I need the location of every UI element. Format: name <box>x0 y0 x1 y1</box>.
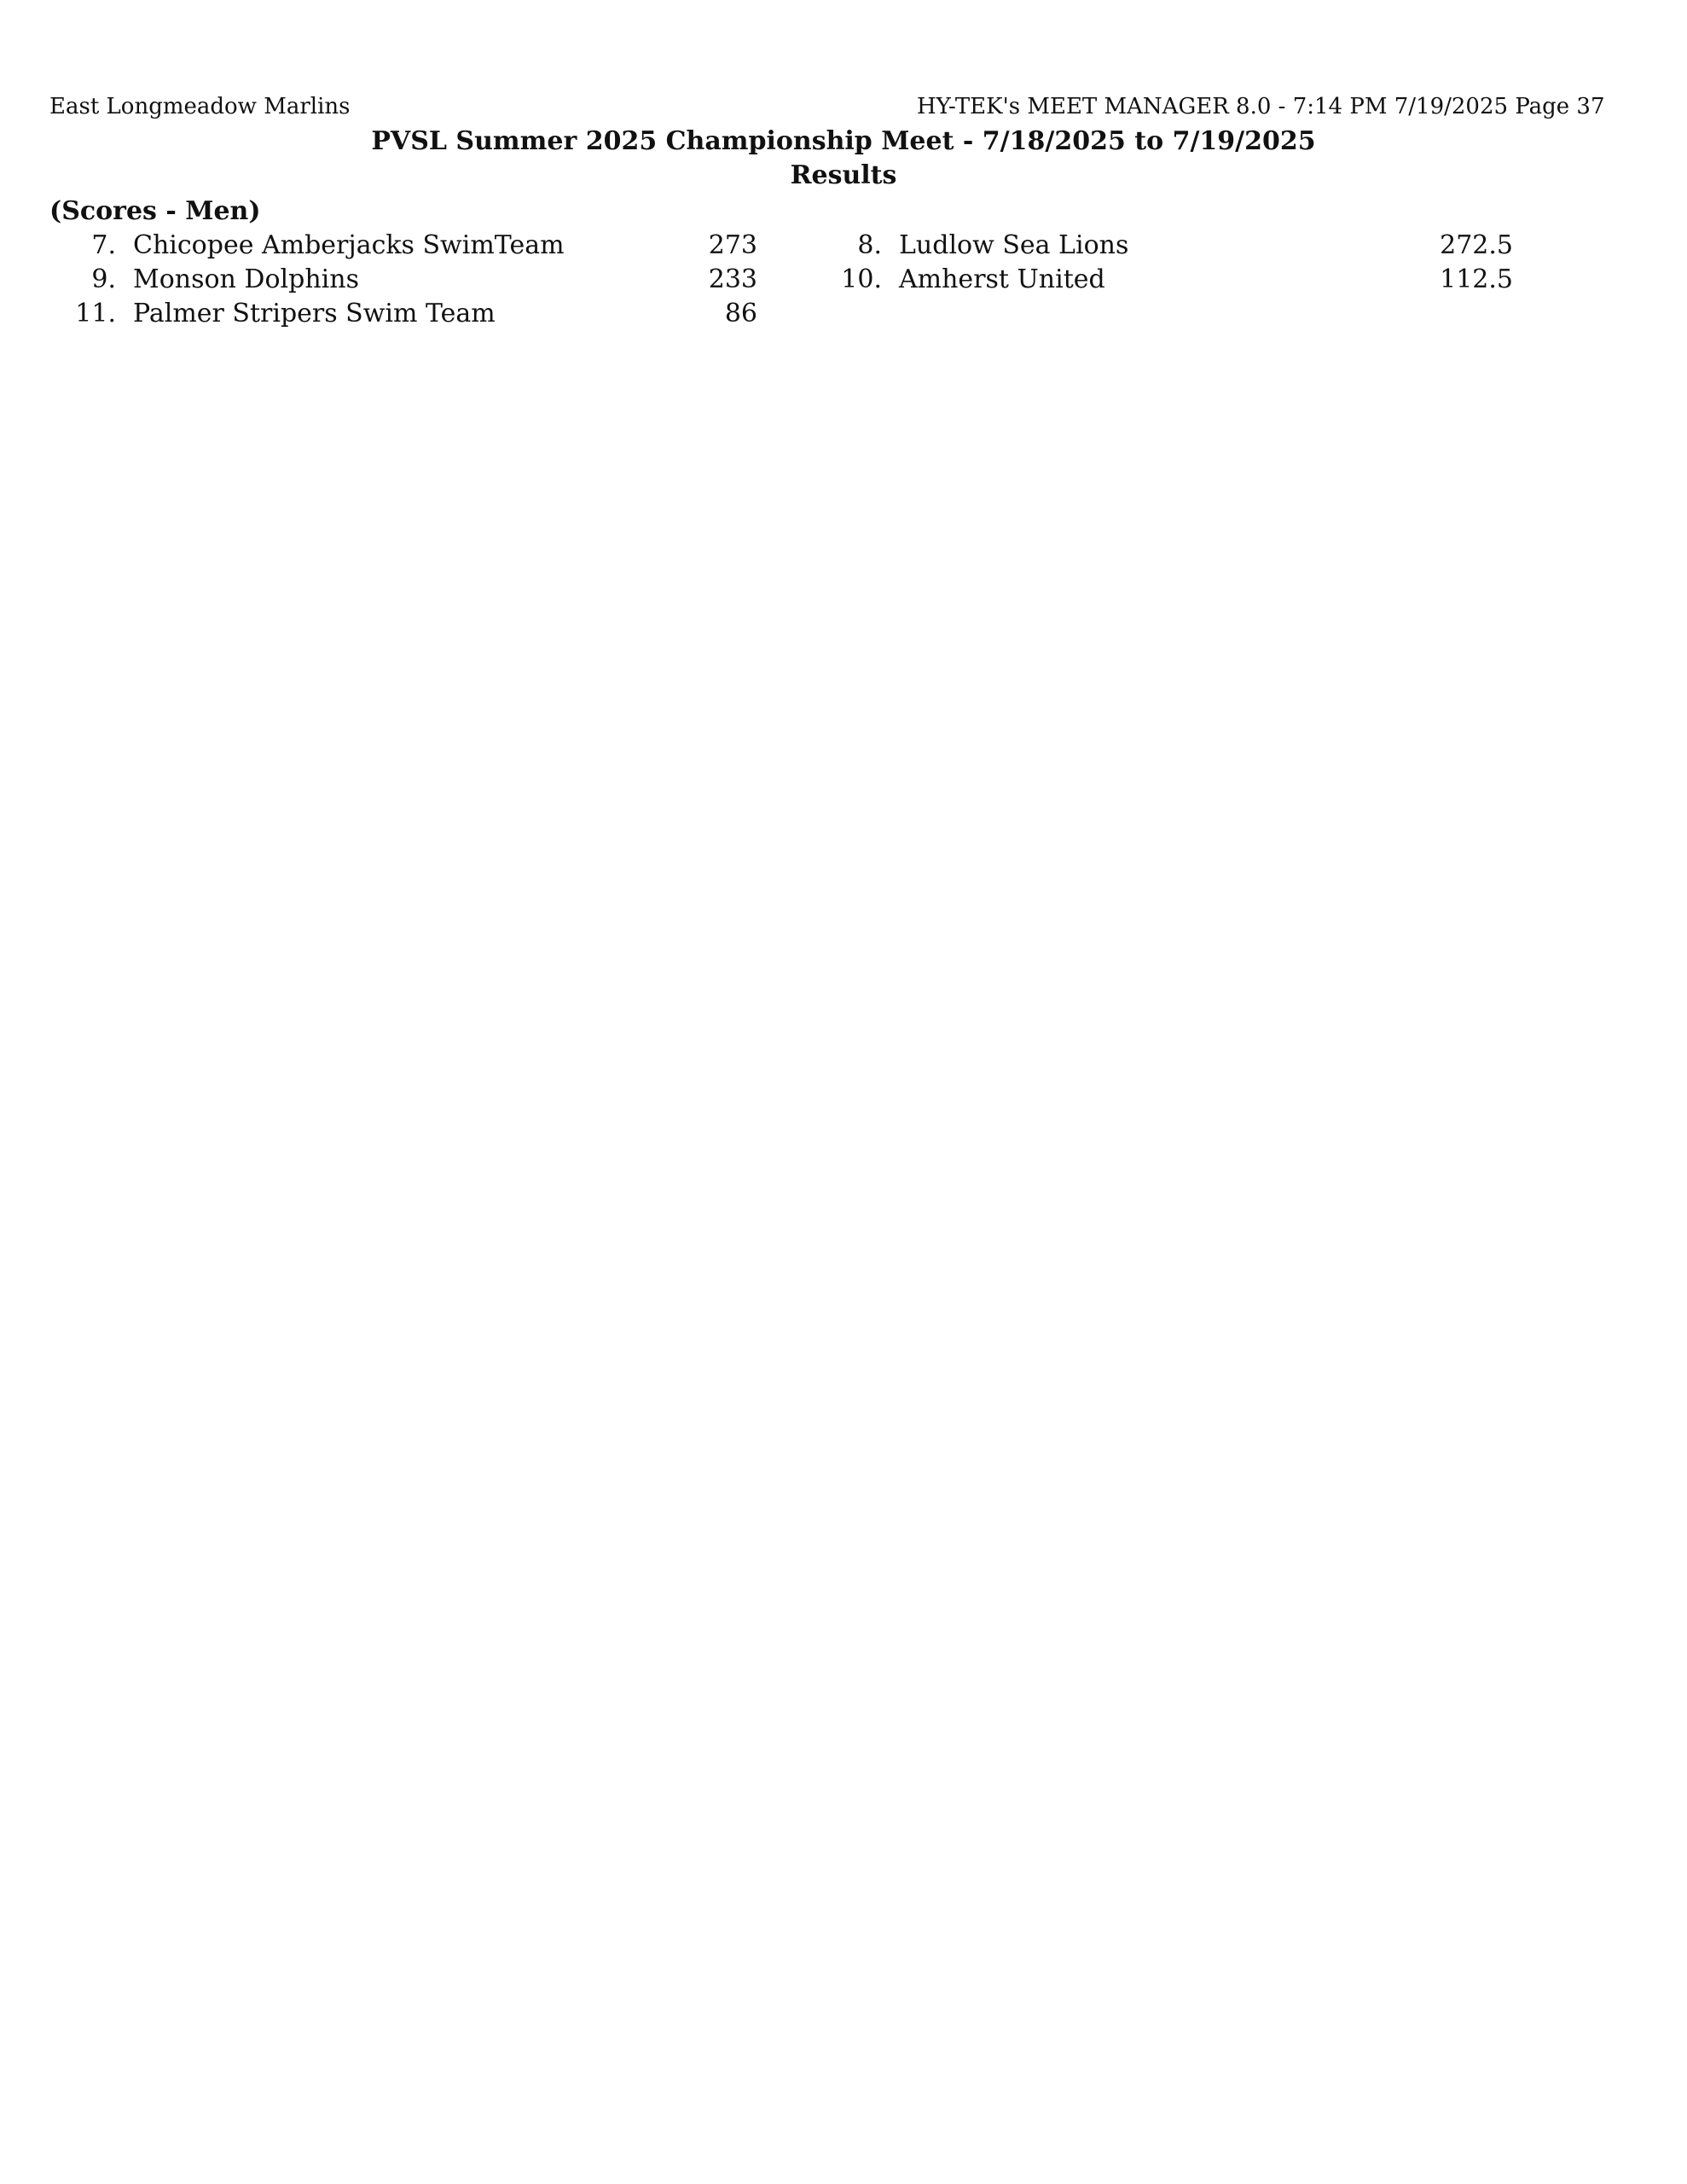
team-points: 86 <box>724 299 757 328</box>
score-entry <box>49 230 757 261</box>
score-entry <box>49 299 757 329</box>
team-name: Monson Dolphins <box>133 264 359 294</box>
team-place: 9. <box>91 264 116 294</box>
team-place: 10. <box>841 264 882 294</box>
scores-table <box>0 230 1687 333</box>
score-entry <box>815 230 1515 261</box>
header-team-name: East Longmeadow Marlins <box>49 94 351 119</box>
results-title: Results <box>790 160 897 190</box>
score-row <box>0 264 1687 299</box>
score-row <box>0 299 1687 333</box>
score-entry <box>49 264 757 295</box>
team-place: 8. <box>857 230 882 260</box>
team-name: Ludlow Sea Lions <box>899 230 1129 260</box>
score-entry <box>815 264 1515 295</box>
team-place: 7. <box>91 230 116 260</box>
meet-title: PVSL Summer 2025 Championship Meet - 7/18/2025 to 7/19/2025 <box>371 126 1316 156</box>
team-name: Palmer Stripers Swim Team <box>133 299 496 328</box>
team-points: 273 <box>708 230 757 260</box>
score-row <box>0 230 1687 264</box>
section-heading: (Scores - Men) <box>49 196 261 226</box>
team-points: 233 <box>708 264 757 294</box>
header-software-info: HY-TEK's MEET MANAGER 8.0 - 7:14 PM 7/19/2025 Page 37 <box>917 94 1605 119</box>
team-name: Amherst United <box>899 264 1105 294</box>
team-points: 272.5 <box>1440 230 1513 260</box>
team-name: Chicopee Amberjacks SwimTeam <box>133 230 565 260</box>
team-points: 112.5 <box>1440 264 1513 294</box>
team-place: 11. <box>75 299 116 328</box>
